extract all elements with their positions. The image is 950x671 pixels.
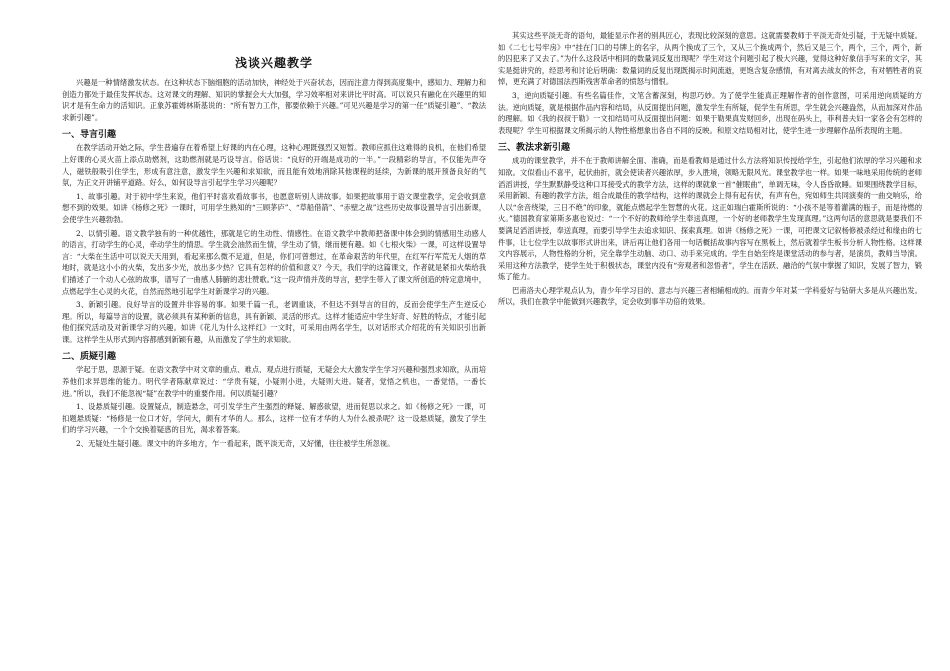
document-title: 浅谈兴趣教学 <box>234 56 313 70</box>
paragraph: 1、设悬质疑引趣。设置疑点，制造悬念，可引发学生产生强烈的释疑、解惑欲望，进而促思以求之。如《杨修之死》一课，可扣题悬质疑：“杨修是一位口才好，学问大，颇有才华的人。那么，这样一位有才华的人为什么被杀呢？这一设悬质疑，激发了学生们的学习兴趣，一个个交换着疑惑的目光，渴求着答案。 <box>62 402 486 435</box>
paragraph: 其实这些平淡无奇的语句，最能显示作者的别具匠心，表现比较深刻的意思。这就需要教师于平淡无奇处引疑，于无疑中质疑。如《二七七号牢房》中“挂在门口的号牌上的名字，从两个换成了三个，又从三个换成两个，然后又是三个，两个，三个，两个，新的囚犯来了又去了。”为什么这段话中相同的数量词反复出现呢？学生对这个问题引起了极大兴趣，觉得这种好象信手写来的文字，其实是挺讲究的，经思考和讨论后明确：数量词的反复出现既揭示时间流逝，更饱含复杂感情，有对离去战友的怀念，有对牺牲者的哀悼，更充满了对德国法西斯残害革命者的愤怒与憎恨。 <box>498 31 922 87</box>
section-heading-2: 二、质疑引趣 <box>62 352 117 363</box>
paragraph: 1、故事引趣。对于初中学生来说，他们平时喜欢看故事书，也愿意听别人讲故事。如果把故事用于语文课堂教学，定会收到意想不到的效果。如讲《杨修之死》一课时，可用学生熟知的“三顾茅庐”、“草船借箭”、“赤壁之战”这些历史故事设置导言引出新课，会使学生兴趣勃勃。 <box>62 191 486 224</box>
paragraph: 在教学活动开始之际，学生普遍存在着希望上好课的内在心理，这种心理既强烈又短暂。教师应抓住这难得的良机，在他们希望上好课的心灵火苗上添点助燃剂，这助燃剂就是巧设导言。俗话说：“良好的开端是成功的一半。”一段精彩的导言，不仅能先声夺人，磁铁般吸引住学生，形成有意注意，激发学生兴趣和求知欲，而且能有效地消除其他课程的延续，为新课的展开预备良好的气氛，为正文开讲铺平道路。好么，如何设导言引起学生学习兴趣呢？ <box>62 143 486 188</box>
paragraph: 3，逆向质疑引趣。有些名篇佳作，文笔含蓄深刻，构思巧妙。为了使学生能真正理解作者的创作意图，可采用逆向质疑的方法。逆向质疑，就是根据作品内容和结局，从反面提出问题，激发学生有所疑，促学生有所思，学生就会兴趣盎然，从而加深对作品的理解。如《我的叔叔于勒》一文扣结局可从反面提出问题：如果于勒果真发财回乡，出现在码头上，菲利普夫妇一家各会有怎样的表现呢？学生可根据课文所揭示的人物性格想象出各自不同的反映。和原文结局相对比，使学生进一步理解作品所表现的主题。 <box>498 90 922 135</box>
paragraph: 3、新颖引趣。良好导言的设置并非容易的事。如果千篇一孔，老调重谈，不但达不到导言的目的，反而会使学生产生逆反心理。所以，每篇导言的设置，就必须具有某种新的信息，具有新颖、灵活的形式。这样才能适应中学生好奇、好胜的特点，才能引起他们探究活动及对新课学习的兴趣。如讲《花儿为什么这样红》一文时，可采用由两名学生，以对话形式介绍花的有关知识引出新课。这样学生从形式到内容都感到新颖有趣，从而激发了学生的求知欲。 <box>62 300 486 344</box>
paragraph: 2、无疑处生疑引趣。课文中的许多地方，乍一看起来，既平淡无奇，又好懂，往往被学生所忽视。 <box>76 439 395 449</box>
intro-paragraph: 兴趣是一种情绪激发状态。在这种状态下脑细胞的活动加快，神经处于兴奋状态，因而注意力得到高度集中，感知力、理解力和创造力都处于最佳发挥状态。这对课文的理解、知识的掌握会大大加强，学习效率相对来讲比平时高。可以说只有融化在兴趣里的知识才是有生命力的活知识。正象苏霍姆林斯基说的：“所有智力工作，都要依赖于兴趣。”可见兴趣是学习的第一任“质疑引趣”、“教法求新引趣”。 <box>62 78 486 122</box>
paragraph: 学起于思，思源于疑。在语文教学中对文章的重点、难点、观点进行质疑，无疑会大大激发学生学习兴趣和强烈求知欲，从而培养他们求异思维的能力。明代学者陈献章说过：“学贵有疑，小疑则小进，大疑则大进。疑者，觉悟之机也，一番觉悟，一番长进。”所以，我们不能忽视“疑”在教学中的重要作用。何以质疑引趣？ <box>62 365 486 398</box>
paragraph: 2、以情引趣。语文教学独有的一种优越性，那就是它的生动性、情感性。在语文教学中教师把备课中体会到的情感用生动感人的语言，打动学生的心灵，牵动学生的情思。学生就会油然而生情，学生动了情，继而便有趣。如《七根火柴》一课，可这样设置导言：“大柴在生活中可以说天天用到，看起来那么微不足道，但是，你们可曾想过，在革命艰苦的年代里，在红军行军荒无人烟的草地时，就是这小小的火柴，发出多少光，放出多少热？它具有怎样的价值和意义？今天，我们学的这篇课文，作者就是紧扣火柴给我们描述了一个动人心弦的故事，谱写了一曲感人肺腑的悲壮赞歌。”这一段声情并茂的导言，把学生带入了课文所创造的特定意境中，点燃起学生心灵的火花，自然而然地引起学生对新课学习的兴趣。 <box>62 228 486 296</box>
section-heading-1: 一、导言引趣 <box>62 130 117 141</box>
paragraph: 巴甫洛夫心理学观点认为，青少年学习目的、意志与兴趣三者相辅相成的。而青少年对某一学科爱好与钻研大多是从兴趣出发。所以，我们在教学中能做到兴趣教学，定会收到事半功倍的效果。 <box>498 285 922 307</box>
section-heading-3: 三、教法求新引趣 <box>498 143 571 154</box>
left-column <box>62 54 486 452</box>
right-column <box>498 30 922 310</box>
paragraph: 成功的课堂教学，并不在于教师讲解全面、准确，而是看教师是通过什么方法将知识传授给学生，引起他们浓厚的学习兴趣和求知欲。文似看山不喜平，起伏曲折，就会使读者兴趣浓厚，步入胜境，领略无限风光。课堂教学也一样。如果一味地采用传统的老师滔滔讲授，学生默默静受这种口耳接受式的教学方法，这样的课就象一首“催眠曲”，单调无味，令人昏昏欲睡。如果围绕教学目标，采用新颖、有趣的教学方法，组合成最佳的教学结构，这样的课就会上得有起有伏，有声有色，宛如师生共同演奏的一曲交响乐，给人以“余音绕梁，三日不绝”的印象，就能点燃起学生智慧的火花。这正如瑞白霍斯所说的：“小孩不是等着灌满的瓶子，而是待燃的火。”德国教育家第斯多惠也说过：“一个不好的教师给学生奉送真理，一个好的老师教学生发现真理。”这两句话的意思就是要我们不要满足滔滔讲授，奉送真理，而要引导学生去追求知识、探索真理。如讲《杨修之死》一课，可把课文记叙杨修被杀经过和缘由的七件事，让七位学生以故事形式讲出来，讲后再让他们各用一句话概括故事内容写在黑板上，然后就着学生板书分析人物性格。这样课文内容展示，人物性格的分析，完全靠学生动脑、动口、动手来完成的。学生自始至终是课堂活动的参与者，是演员，教师当导演。采用这种方法教学，使学生处于积极状态，课堂内没有“旁观者和忽悟者”，学生在活跃、融洽的气氛中掌握了知识，发展了智力，锻炼了能力。 <box>498 156 922 282</box>
